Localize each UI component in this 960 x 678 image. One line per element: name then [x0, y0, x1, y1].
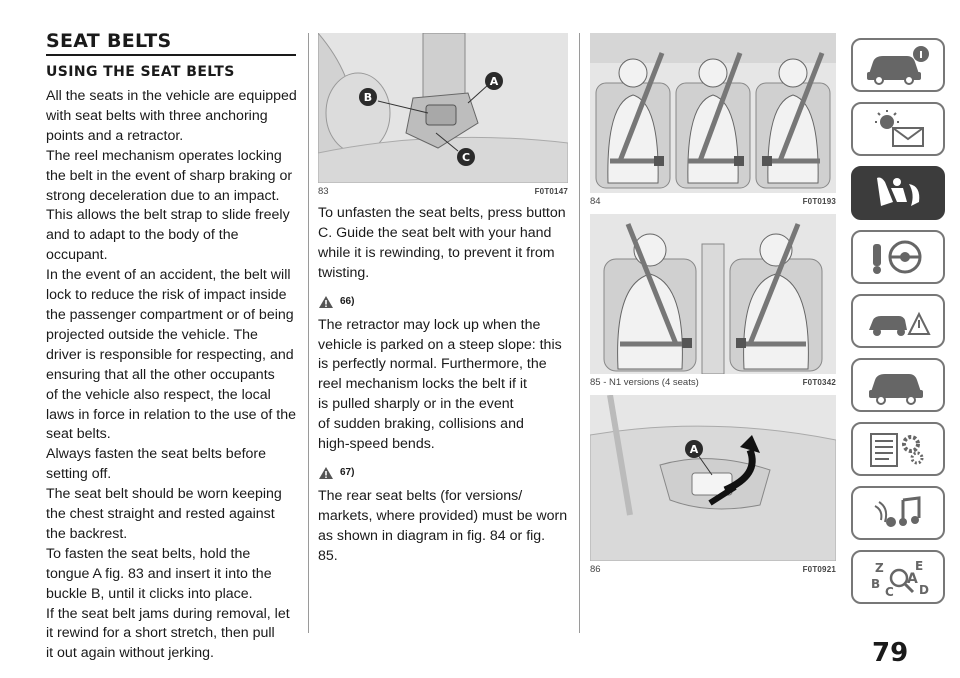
warning-ref-67 — [318, 465, 568, 481]
steering-wheel-icon — [863, 236, 933, 278]
text-column-1 — [46, 30, 298, 664]
tab-technical-data[interactable] — [851, 422, 945, 476]
warning-triangle-icon — [318, 295, 334, 309]
tab-emergency[interactable] — [851, 294, 945, 348]
chapter-sidebar — [851, 38, 945, 614]
figure-83-buckle — [318, 33, 568, 183]
text-column-2 — [318, 33, 568, 567]
paragraph-unfasten: To unfasten the seat belts, press button C. Guide the seat belt with your hand while it is rewinding, to prevent it from twisting. — [318, 205, 566, 281]
fig83-number: 83 — [318, 186, 329, 197]
figure-column — [590, 33, 836, 576]
rear-seats-two-illustration — [590, 214, 836, 374]
tab-index[interactable] — [851, 550, 945, 604]
column-divider-1 — [308, 33, 309, 633]
warning-light-icon — [863, 108, 933, 150]
figure-85-caption — [590, 377, 836, 389]
fig83-label-c: C — [461, 151, 471, 164]
tab-multimedia[interactable] — [851, 486, 945, 540]
fig86-code: F0T0921 — [802, 565, 836, 574]
warning-triangle-icon — [318, 466, 334, 480]
paragraph-rear-belts: The rear seat belts (for versions/ markets, where provided) must be worn as shown in diagram in fig. 84 or fig. 85. — [318, 487, 568, 564]
fig85-code: F0T0342 — [802, 378, 836, 387]
title-divider — [46, 54, 296, 56]
figure-86-caption — [590, 564, 836, 576]
figure-86-buckle-release — [590, 395, 836, 561]
warning-ref-66-text: 66) — [340, 296, 355, 308]
section-subtitle: USING THE SEAT BELTS — [46, 64, 235, 80]
figure-84-rear-seats — [590, 33, 836, 193]
buckle-illustration — [318, 33, 568, 183]
seat-airbag-icon — [863, 172, 933, 214]
fig84-number: 84 — [590, 196, 601, 207]
index-letter-d: D — [919, 583, 929, 597]
index-letter-e: E — [915, 559, 924, 573]
fig83-code: F0T0147 — [534, 187, 568, 196]
index-letter-c: C — [885, 585, 894, 598]
body-paragraphs: All the seats in the vehicle are equipped with seat belts with three anchoring points and a retractor. The reel mechanism operates locking the belt in the event of sharp braking or strong deceleration due to an impact. This allows the belt strap to slide freely and to adapt to the body of the occupant. In the event of an accident, the belt will lock to reduce the risk of impact inside the passenger compartment or of being projected outside the vehicle. The driver is responsible for respecting, and ensuring that all the other occupants of the vehicle also respect, the local laws in force in relation to the use of the seat belts. Always fasten the seat belts before setting off. The seat belt should be worn keeping the chest straight and rested against the backrest. To fasten the seat belts, hold the tongue A fig. 83 and insert it into the buckle B, until it clicks into place. If the seat belt jams during removal, let it rewind for a short stretch, then pull it out again without jerking. — [46, 88, 297, 662]
figure-85-n1-seats — [590, 214, 836, 374]
buckle-release-illustration — [590, 395, 836, 561]
index-letter-b: B — [871, 577, 881, 591]
fig85-number: 85 - N1 versions (4 seats) — [590, 377, 699, 388]
tab-maintenance[interactable] — [851, 358, 945, 412]
multimedia-icon — [863, 492, 933, 534]
car-info-icon — [863, 44, 933, 86]
index-search-icon — [863, 556, 933, 598]
fig83-label-a: A — [489, 75, 499, 88]
section-title: SEAT BELTS — [46, 30, 172, 52]
specs-gears-icon — [863, 428, 933, 470]
tab-knowing-vehicle[interactable] — [851, 38, 945, 92]
index-letter-a: A — [907, 571, 918, 587]
car-maintenance-icon — [863, 364, 933, 406]
warning-ref-66 — [318, 294, 568, 310]
index-letter-z: Z — [875, 561, 884, 575]
fig86-number: 86 — [590, 564, 601, 575]
warning-ref-67-text: 67) — [340, 467, 355, 479]
figure-84-caption — [590, 196, 836, 208]
tab-warning-lights[interactable] — [851, 102, 945, 156]
fig86-label-a: A — [689, 443, 699, 456]
fig84-code: F0T0193 — [802, 197, 836, 206]
rear-seats-three-illustration — [590, 33, 836, 193]
paragraph-retractor: The retractor may lock up when the vehicle is parked on a steep slope: this is perfectly normal. Furthermore, the reel mechanism locks the belt if it is pulled sharply or in the event of sudden braking, collisions and high-speed bends. — [318, 316, 562, 453]
fig83-label-b: B — [363, 91, 373, 104]
accident-icon — [863, 300, 933, 342]
tab-safety[interactable] — [851, 166, 945, 220]
page-number: 79 — [872, 638, 909, 668]
figure-83-caption — [318, 186, 568, 198]
tab-starting-driving[interactable] — [851, 230, 945, 284]
column-divider-2 — [579, 33, 580, 633]
